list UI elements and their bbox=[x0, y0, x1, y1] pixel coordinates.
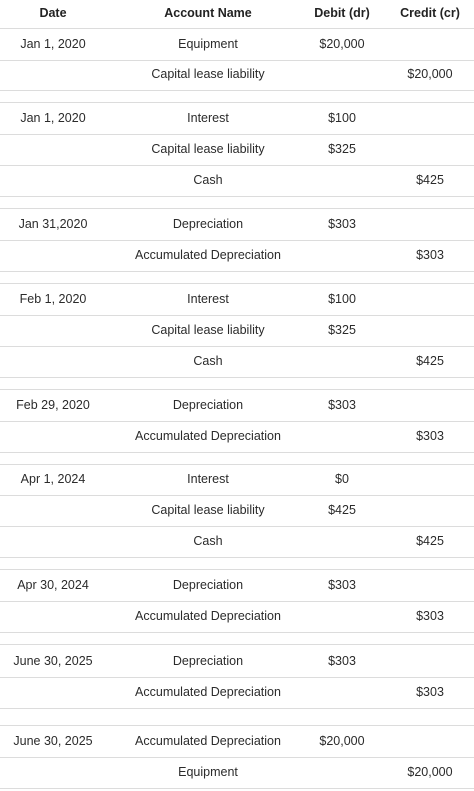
cell-credit: $303 bbox=[416, 609, 444, 623]
cell-account-name: Equipment bbox=[178, 765, 238, 779]
table-row bbox=[0, 390, 474, 422]
cell-account-name: Cash bbox=[193, 354, 223, 368]
table-row bbox=[0, 134, 474, 166]
group-spacer bbox=[0, 377, 474, 390]
cell-account-name: Capital lease liability bbox=[151, 142, 265, 156]
group-spacer bbox=[0, 557, 474, 570]
cell-account-name: Accumulated Depreciation bbox=[135, 248, 281, 262]
cell-debit: $0 bbox=[335, 472, 349, 486]
table-row bbox=[0, 677, 474, 709]
cell-credit: $425 bbox=[416, 354, 444, 368]
table-row bbox=[0, 165, 474, 197]
cell-debit: $425 bbox=[328, 503, 356, 517]
cell-account-name: Cash bbox=[193, 534, 223, 548]
cell-account-name: Capital lease liability bbox=[151, 67, 265, 81]
cell-credit: $425 bbox=[416, 534, 444, 548]
table-row bbox=[0, 103, 474, 135]
cell-date: Apr 30, 2024 bbox=[17, 578, 89, 592]
table-row bbox=[0, 646, 474, 678]
cell-credit: $303 bbox=[416, 429, 444, 443]
cell-debit: $100 bbox=[328, 111, 356, 125]
cell-debit: $20,000 bbox=[319, 37, 365, 51]
cell-debit: $20,000 bbox=[319, 734, 365, 748]
cell-debit: $325 bbox=[328, 142, 356, 156]
cell-debit: $303 bbox=[328, 578, 356, 592]
cell-account-name: Capital lease liability bbox=[151, 323, 265, 337]
cell-account-name: Accumulated Depreciation bbox=[135, 734, 281, 748]
cell-date: Apr 1, 2024 bbox=[20, 472, 86, 486]
table-row bbox=[0, 421, 474, 453]
table-row bbox=[0, 495, 474, 527]
cell-account-name: Capital lease liability bbox=[151, 503, 265, 517]
cell-debit: $325 bbox=[328, 323, 356, 337]
group-spacer bbox=[0, 271, 474, 284]
group-spacer bbox=[0, 90, 474, 103]
group-spacer bbox=[0, 713, 474, 726]
table-row bbox=[0, 526, 474, 558]
header-account-name: Account Name bbox=[164, 6, 252, 20]
table-row bbox=[0, 757, 474, 789]
table-row bbox=[0, 601, 474, 633]
header-debit: Debit (dr) bbox=[314, 6, 370, 20]
cell-credit: $303 bbox=[416, 685, 444, 699]
table-row bbox=[0, 284, 474, 316]
table-header bbox=[0, 0, 474, 26]
table-row bbox=[0, 209, 474, 241]
cell-account-name: Accumulated Depreciation bbox=[135, 685, 281, 699]
cell-date: Jan 1, 2020 bbox=[20, 111, 86, 125]
cell-account-name: Depreciation bbox=[172, 654, 244, 668]
cell-date: Feb 29, 2020 bbox=[16, 398, 90, 412]
cell-account-name: Depreciation bbox=[172, 217, 244, 231]
header-credit: Credit (cr) bbox=[400, 6, 460, 20]
cell-account-name: Depreciation bbox=[172, 578, 244, 592]
cell-account-name: Interest bbox=[187, 111, 229, 125]
cell-credit: $303 bbox=[416, 248, 444, 262]
table-row bbox=[0, 346, 474, 378]
table-row bbox=[0, 240, 474, 272]
cell-date: Feb 1, 2020 bbox=[19, 292, 87, 306]
table-row bbox=[0, 464, 474, 496]
cell-debit: $303 bbox=[328, 217, 356, 231]
header-date: Date bbox=[39, 6, 67, 20]
cell-date: June 30, 2025 bbox=[13, 654, 93, 668]
cell-account-name: Depreciation bbox=[172, 398, 244, 412]
group-spacer bbox=[0, 196, 474, 209]
table-row bbox=[0, 59, 474, 91]
group-spacer bbox=[0, 632, 474, 645]
cell-account-name: Cash bbox=[193, 173, 223, 187]
table-row bbox=[0, 570, 474, 602]
table-row bbox=[0, 726, 474, 758]
cell-debit: $100 bbox=[328, 292, 356, 306]
cell-date: Jan 31,2020 bbox=[18, 217, 88, 231]
table-row bbox=[0, 28, 474, 61]
cell-credit: $20,000 bbox=[407, 765, 453, 779]
cell-debit: $303 bbox=[328, 398, 356, 412]
table-row bbox=[0, 315, 474, 347]
cell-account-name: Accumulated Depreciation bbox=[135, 609, 281, 623]
cell-debit: $303 bbox=[328, 654, 356, 668]
cell-account-name: Interest bbox=[187, 292, 229, 306]
cell-credit: $425 bbox=[416, 173, 444, 187]
cell-credit: $20,000 bbox=[407, 67, 453, 81]
cell-account-name: Accumulated Depreciation bbox=[135, 429, 281, 443]
cell-account-name: Equipment bbox=[178, 37, 238, 51]
cell-date: Jan 1, 2020 bbox=[20, 37, 86, 51]
cell-date: June 30, 2025 bbox=[13, 734, 93, 748]
cell-account-name: Interest bbox=[187, 472, 229, 486]
